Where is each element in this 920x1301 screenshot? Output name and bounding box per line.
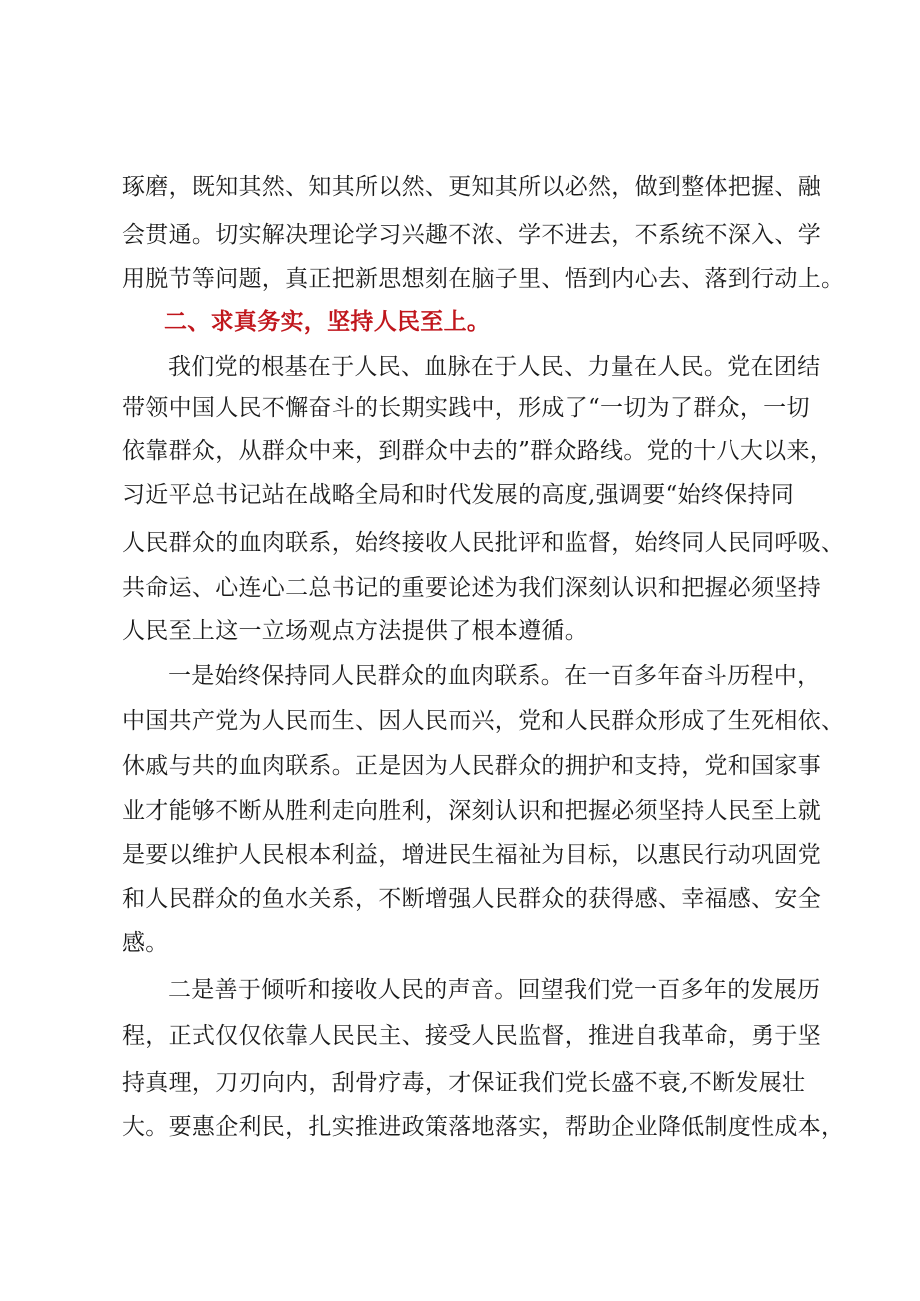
text-line: 中国共产党为人民而生、因人民而兴，党和人民群众形成了生死相依、 <box>122 708 845 734</box>
text-line: 人民至上这一立场观点方法提供了根本遵循。 <box>122 618 588 644</box>
section-heading: 二、求真务实，坚持人民至上。 <box>164 308 491 335</box>
text-line: 用脱节等问题，真正把新思想刻在脑子里、悟到内心去、落到行动上。 <box>122 266 845 292</box>
text-line: 休戚与共的血肉联系。正是因为人民群众的拥护和支持，党和国家事 <box>122 753 821 779</box>
text-line: 琢磨，既知其然、知其所以然、更知其所以必然，做到整体把握、融 <box>122 174 821 200</box>
text-line: 是要以维护人民根本利益，增进民生福祉为目标，以惠民行动巩固党 <box>122 842 821 868</box>
text-line: 和人民群众的鱼水关系，不断增强人民群众的获得感、幸福感、安全 <box>122 886 821 912</box>
text-line: 程，正式仅仅依靠人民民主、接受人民监督，推进自我革命，勇于坚 <box>122 1023 821 1049</box>
text-line: 我们党的根基在于人民、血脉在于人民、力量在人民。党在团结 <box>168 354 821 380</box>
text-line: 一是始终保持同人民群众的血肉联系。在一百多年奋斗历程中， <box>168 663 821 689</box>
text-line: 依靠群众，从群众中来，到群众中去的”群众路线。党的十八大以来， <box>122 438 834 464</box>
text-line: 会贯通。切实解决理论学习兴趣不浓、学不进去，不系统不深入、学 <box>122 222 821 248</box>
text-line: 二是善于倾听和接收人民的声音。回望我们党一百多年的发展历 <box>168 977 821 1003</box>
text-line: 持真理，刀刃向内，刮骨疗毒，才保证我们党长盛不衰,不断发展壮 <box>122 1070 806 1096</box>
text-line: 人民群众的血肉联系，始终接收人民批评和监督，始终同人民同呼吸、 <box>122 530 845 556</box>
text-line: 感。 <box>122 930 169 956</box>
text-line: 大。要惠企利民，扎实推进政策落地落实，帮助企业降低制度性成本， <box>122 1114 845 1140</box>
text-line: 带领中国人民不懈奋斗的长期实践中，形成了“一切为了群众，一切 <box>122 395 810 421</box>
text-line: 共命运、心连心二总书记的重要论述为我们深刻认识和把握必须坚持 <box>122 575 821 601</box>
text-line: 业才能够不断从胜利走向胜利，深刻认识和把握必须坚持人民至上就 <box>122 798 821 824</box>
text-line: 习近平总书记站在战略全局和时代发展的高度,强调要“始终保持同 <box>122 482 795 508</box>
